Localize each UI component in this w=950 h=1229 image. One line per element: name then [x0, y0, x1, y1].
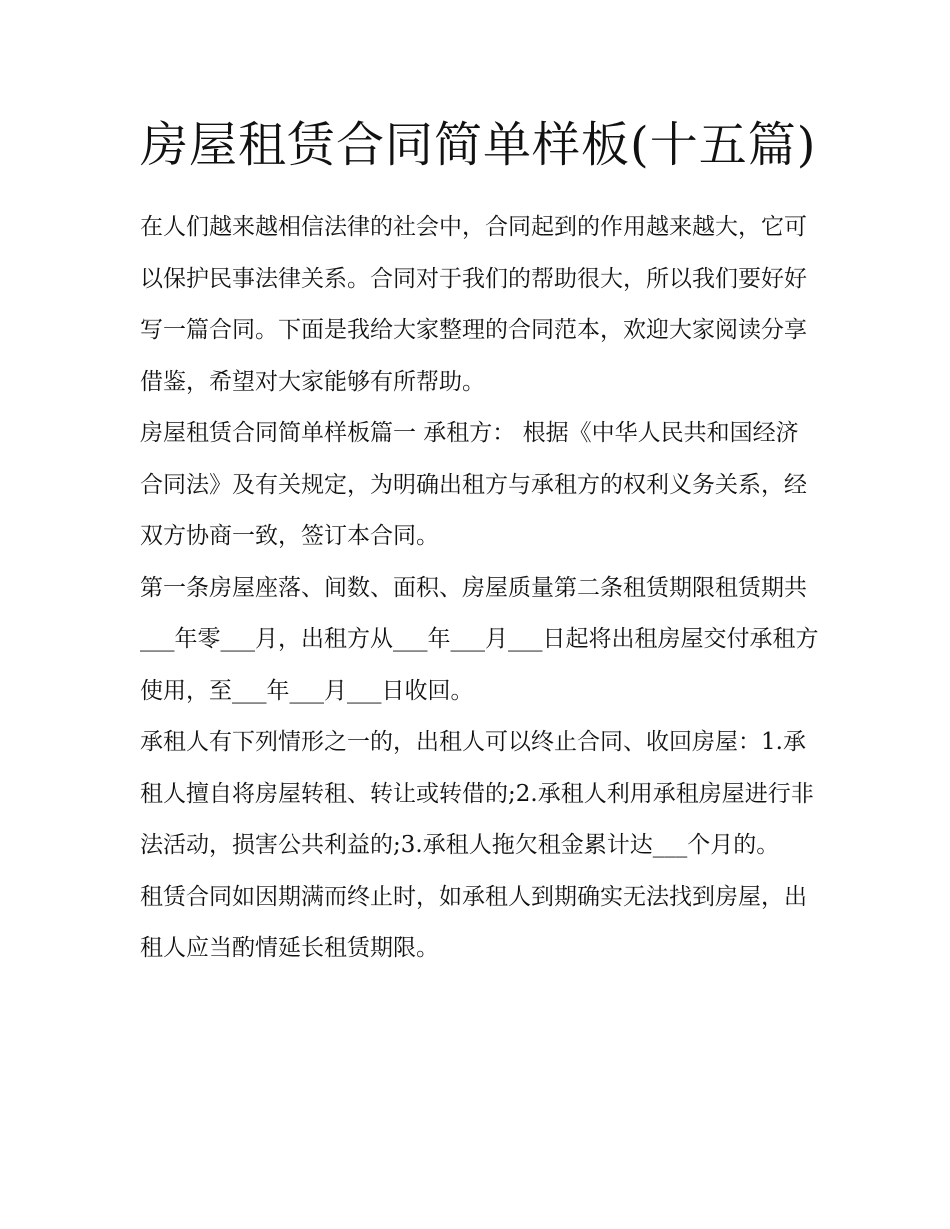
paragraph-term: 第一条房屋座落、间数、面积、房屋质量第二条租赁期限租赁期共___年零___月，出租方从___年___月___日起将出租房屋交付承租方使用，至___年___月___日收回。	[140, 574, 819, 704]
document-page	[140, 112, 820, 975]
paragraph-extension: 租赁合同如因期满而终止时，如承租人到期确实无法找到房屋，出租人应当酌情延长租赁期限。	[140, 883, 807, 961]
paragraph-parties: 房屋租赁合同简单样板篇一 承租方： 根据《中华人民共和国经济合同法》及有关规定，为明确出租方与承租方的权利义务关系，经双方协商一致，签订本合同。	[140, 420, 807, 549]
paragraph-termination: 承租人有下列情形之一的，出租人可以终止合同、收回房屋：1.承租人擅自将房屋转租、转让或转借的;2.承租人利用承租房屋进行非法活动，损害公共利益的;3.承租人拖欠租金累计达___个月的。	[140, 729, 814, 858]
paragraph-intro: 在人们越来越相信法律的社会中，合同起到的作用越来越大，它可以保护民事法律关系。合同对于我们的帮助很大，所以我们要好好写一篇合同。下面是我给大家整理的合同范本，欢迎大家阅读分享借鉴，希望对大家能够有所帮助。	[140, 214, 807, 395]
document-title: 房屋租赁合同简单样板(十五篇)	[140, 117, 817, 173]
